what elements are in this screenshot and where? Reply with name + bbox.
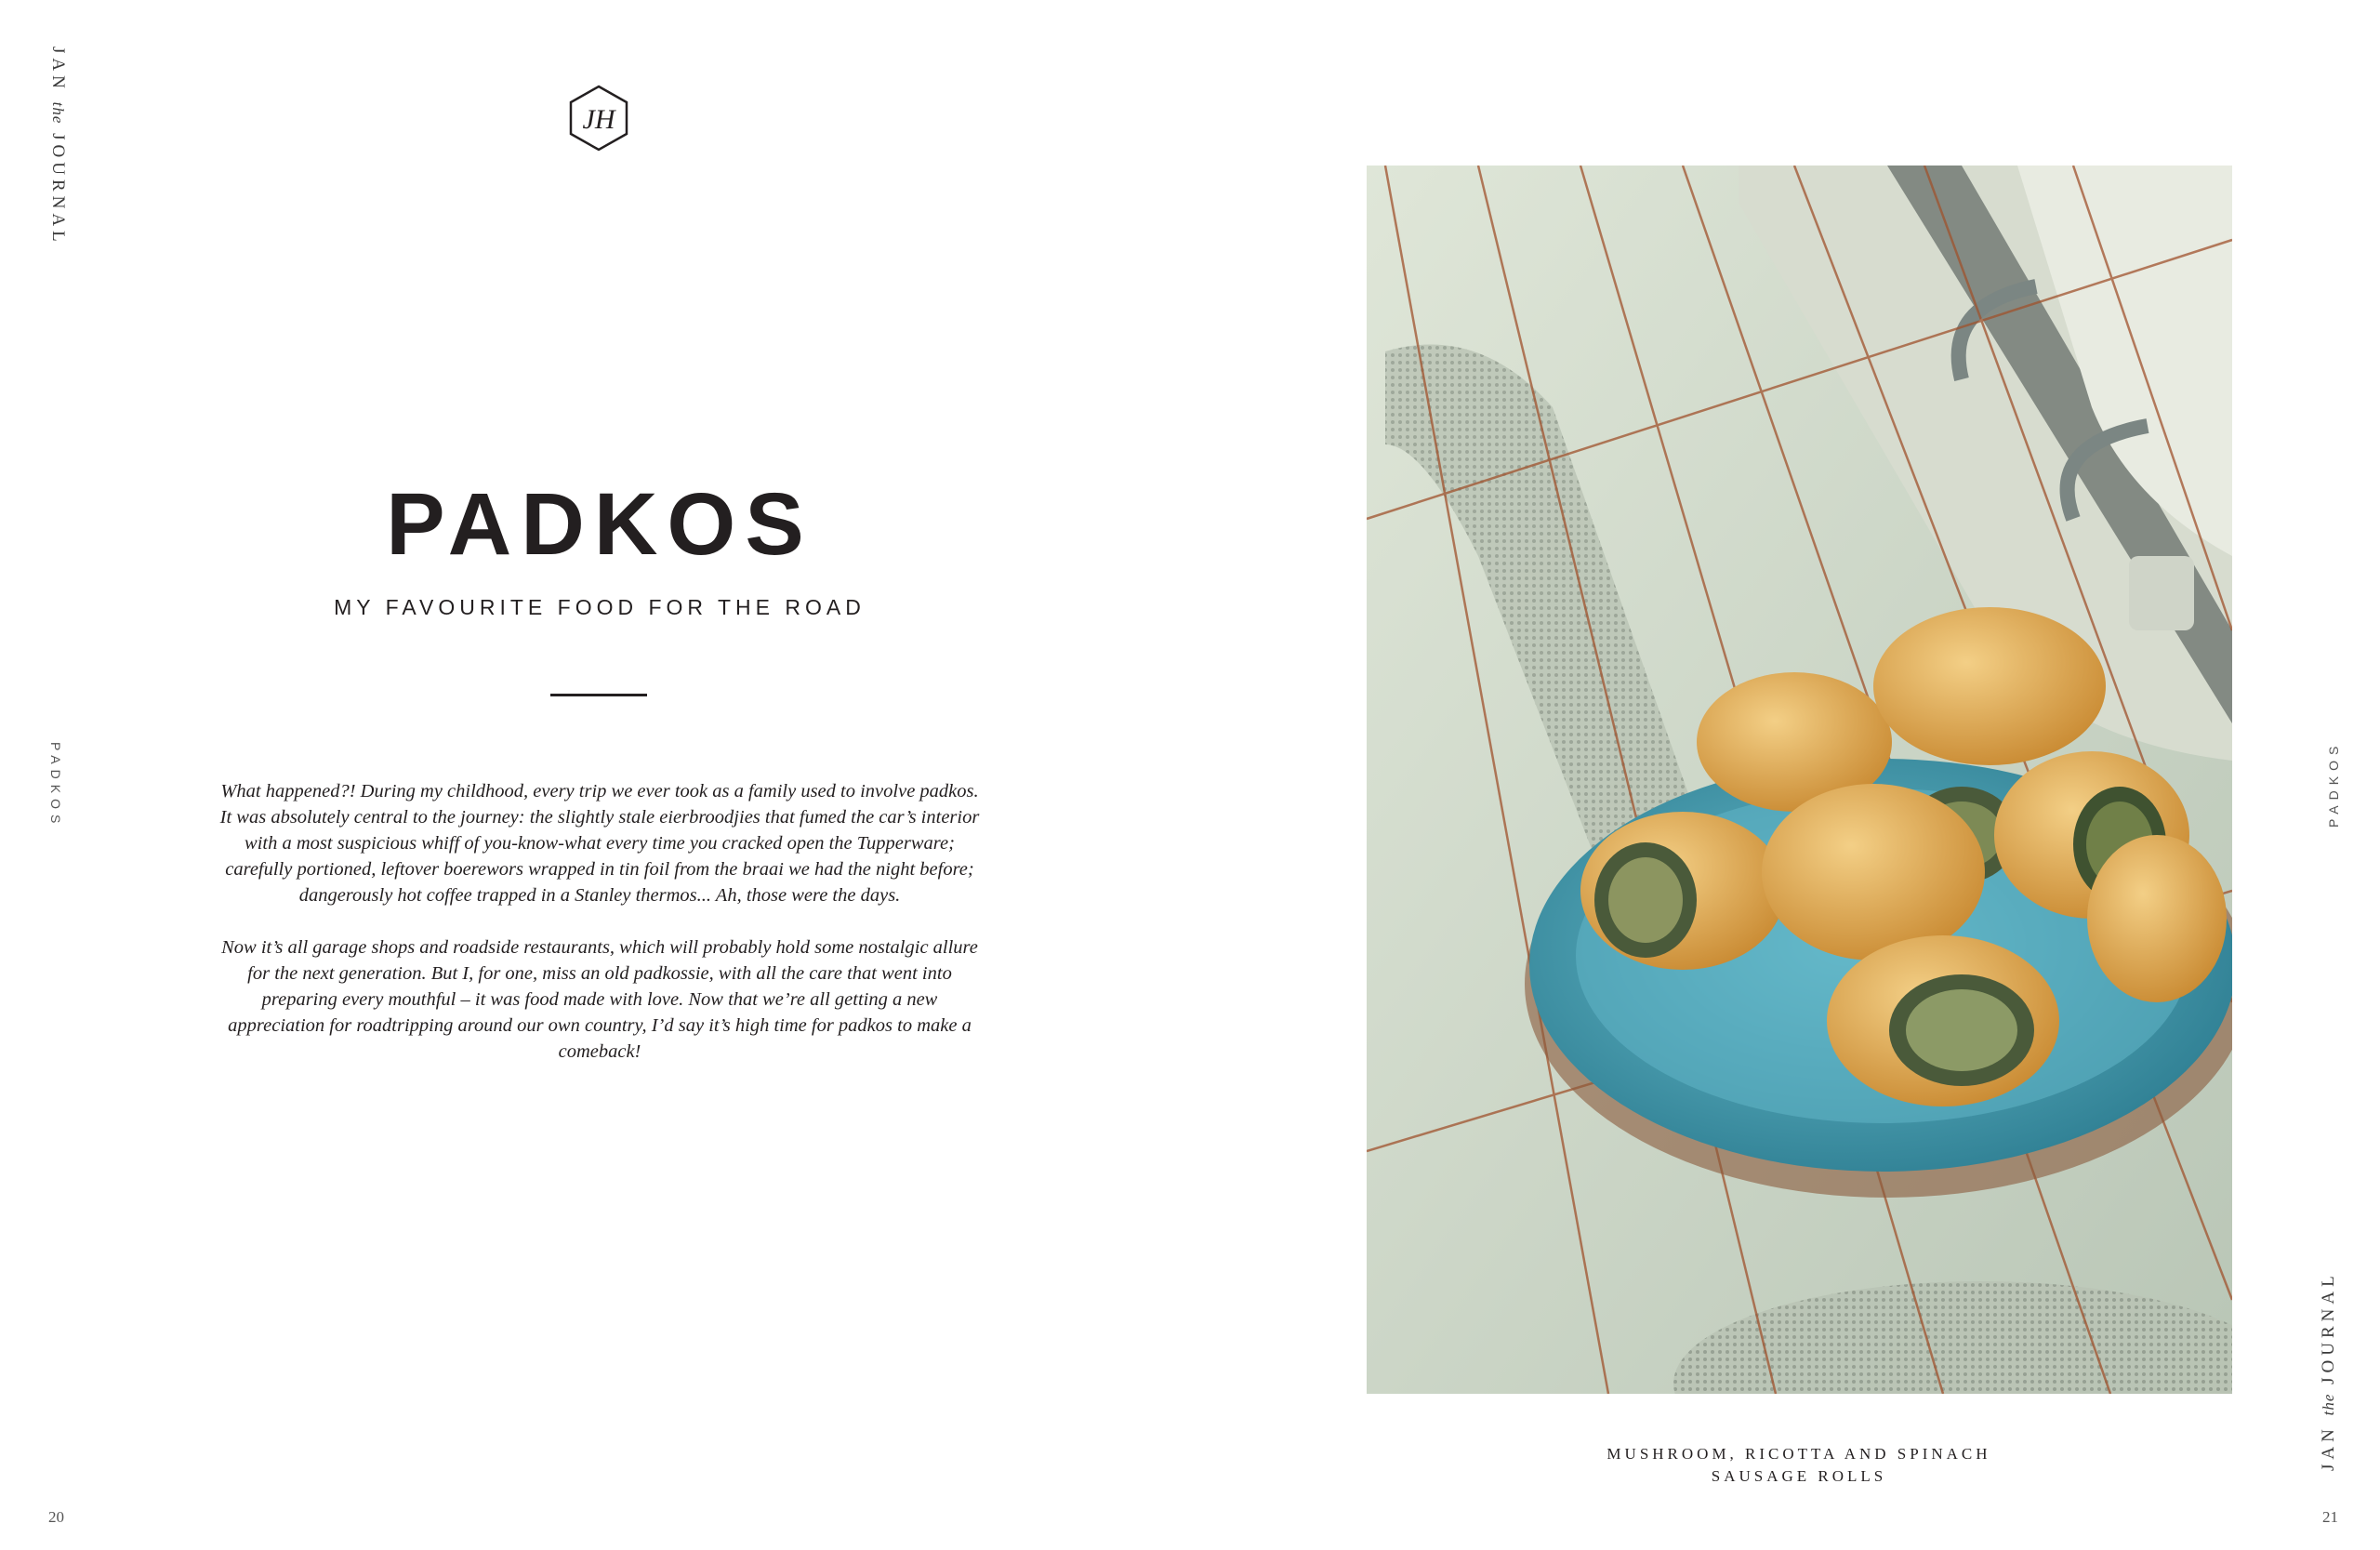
brand-the: the	[49, 101, 67, 125]
brand-prefix: JAN	[2319, 1415, 2338, 1471]
running-head-brand-left	[47, 46, 68, 246]
monogram-logo	[568, 85, 629, 152]
title-divider	[550, 694, 647, 696]
page-number-left: 20	[48, 1508, 64, 1526]
article-title: PADKOS	[386, 475, 813, 574]
brand-suffix: JOURNAL	[2319, 1271, 2338, 1394]
photo-illustration	[1367, 166, 2232, 1394]
running-head-brand-right	[2319, 1271, 2339, 1471]
monogram-letters: JH	[582, 104, 615, 135]
sausage-rolls-photo	[1367, 166, 2232, 1394]
article-subtitle: MY FAVOURITE FOOD FOR THE ROAD	[334, 595, 866, 619]
brand-suffix: JOURNAL	[48, 124, 68, 246]
caption-line-2: SAUSAGE ROLLS	[1711, 1467, 1887, 1485]
running-head-section-left: PADKOS	[48, 742, 63, 829]
brand-the: the	[2320, 1393, 2337, 1416]
body-paragraph: What happened?! During my childhood, every trip we ever took as a family used to involve padkos. It was absolutely central to the journey: the slightly stale eierbroodjies that fumed the car’s interior with a most suspicious whiff of you-know-what every time you cracked open the Tupperware; carefully portioned, leftover boerewors wrapped in tin foil from the braai we had the night before; dangerously hot coffee trapped in a Stanley thermos... Ah, those were the days.	[219, 781, 980, 906]
caption-line-1: MUSHROOM, RICOTTA AND SPINACH	[1606, 1445, 1991, 1463]
running-head-section-right: PADKOS	[2326, 740, 2341, 828]
body-paragraph: Now it’s all garage shops and roadside restaurants, which will probably hold some nostalgic allure for the next generation. But I, for one, miss an old padkossie, with all the care that went into preparing every mouthful – it was food made with love. Now that we’re all getting a new appreciation for roadtripping around our own country, I’d say it’s high time for padkos to make a comeback!	[221, 937, 978, 1062]
article-body	[214, 778, 985, 1091]
photo-caption	[1488, 1443, 2110, 1488]
brand-prefix: JAN	[48, 46, 68, 102]
page-number-right: 21	[2322, 1508, 2338, 1526]
